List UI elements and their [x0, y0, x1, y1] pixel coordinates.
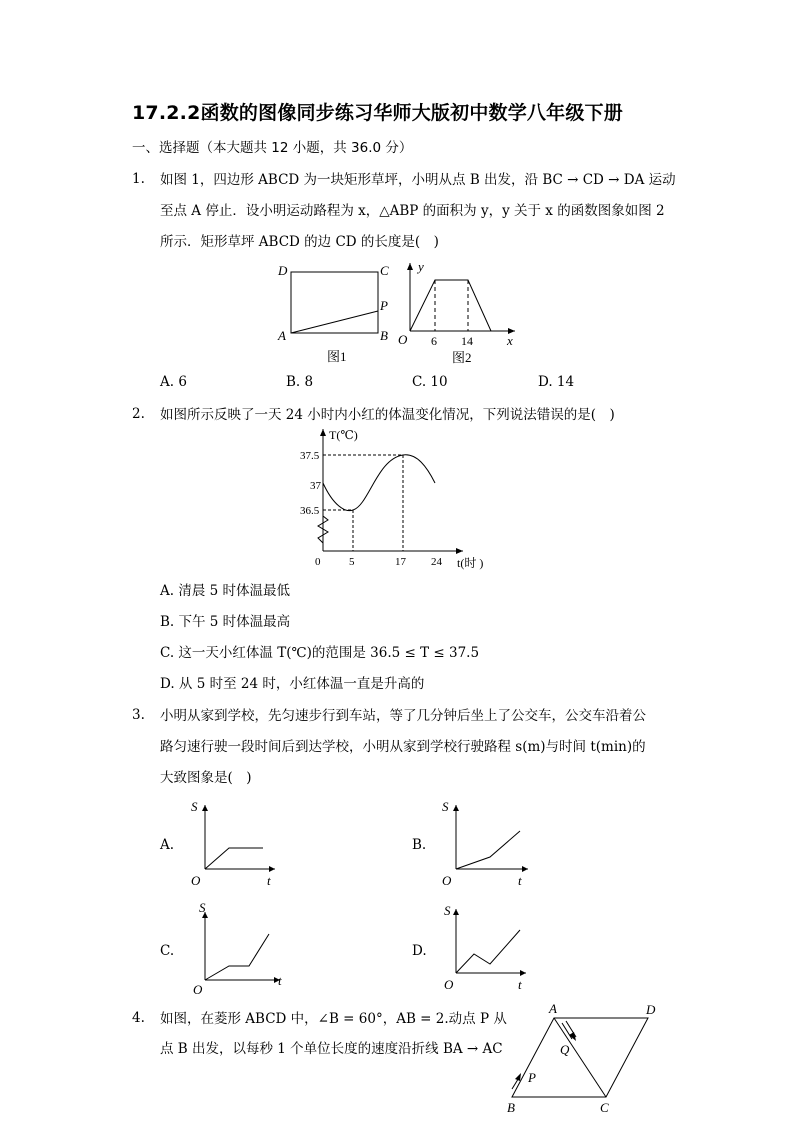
q3-number: 3. [132, 707, 145, 723]
q1-option-d: D. 14 [538, 374, 575, 390]
q2-xtick-5: 5 [349, 556, 355, 568]
q2-option-c: C. 这一天小红体温 T(℃)的范围是 36.5 ≤ T ≤ 37.5 [160, 645, 480, 661]
q4-number: 4. [132, 1010, 145, 1026]
q3-option-a-label: A. [160, 837, 175, 853]
q2-temperature-chart [295, 425, 495, 575]
q1-figure2 [395, 255, 525, 370]
q3c-t: t [278, 973, 282, 988]
fig2-origin: O [398, 332, 408, 347]
fig2-label-x: x [507, 333, 513, 348]
q3-line1: 小明从家到学校，先匀速步行到车站，等了几分钟后坐上了公交车，公交车沿着公 [160, 708, 646, 724]
q2-ytick-37: 37 [310, 480, 321, 492]
q1-option-b: B. 8 [286, 374, 314, 390]
q3b-s: S [442, 799, 449, 814]
q2-xlabel: t(时 ) [457, 556, 484, 570]
q1-line2: 至点 A 停止．设小明运动路程为 x，△ABP 的面积为 y，y 关于 x 的函数图象如图 2 [160, 203, 665, 219]
q2-option-b: B. 下午 5 时体温最高 [160, 614, 291, 630]
fig2-label-y: y [418, 259, 424, 274]
q3-line2: 路匀速行驶一段时间后到达学校，小明从家到学校行驶路程 s(m)与时间 t(min)的 [160, 739, 646, 755]
q3-option-c-label: C. [160, 943, 175, 959]
fig1-label-B: B [380, 328, 388, 343]
q2-option-a: A. 清晨 5 时体温最低 [160, 583, 291, 599]
q3c-s: S [199, 900, 206, 915]
q2-xtick-17: 17 [395, 556, 406, 568]
q3-graph-d [438, 901, 538, 996]
q3-graph-c [185, 898, 295, 998]
q2-xtick-24: 24 [431, 556, 442, 568]
fig1-label-D: D [278, 263, 288, 278]
q3-option-d-label: D. [412, 943, 427, 959]
q3-option-b-label: B. [412, 837, 427, 853]
q3d-o: O [444, 977, 454, 992]
fig2-tick-14: 14 [461, 334, 473, 348]
fig2-caption: 图2 [452, 350, 472, 365]
q4-label-B: B [507, 1100, 515, 1115]
q3b-t: t [518, 873, 522, 888]
q1-line1: 如图 1，四边形 ABCD 为一块矩形草坪，小明从点 B 出发，沿 BC → CD → DA 运动 [160, 172, 676, 188]
q1-figure1 [270, 260, 400, 370]
q2-ylabel: T(℃) [329, 428, 358, 442]
q1-option-c: C. 10 [412, 374, 448, 390]
q3a-s: S [191, 799, 198, 814]
q2-origin: 0 [315, 556, 321, 568]
q2-stem: 如图所示反映了一天 24 小时内小红的体温变化情况，下列说法错误的是( ) [160, 407, 615, 423]
q2-ytick-37-5: 37.5 [300, 450, 320, 462]
q3-graph-a [185, 797, 285, 892]
q4-label-D: D [646, 1002, 656, 1017]
q3d-s: S [444, 903, 451, 918]
q3a-o: O [191, 873, 201, 888]
section-heading: 一、选择题（本大题共 12 小题，共 36.0 分） [132, 140, 413, 156]
q3a-t: t [267, 873, 271, 888]
q2-number: 2. [132, 406, 145, 422]
q4-label-C: C [600, 1100, 609, 1115]
q3d-t: t [518, 977, 522, 992]
fig1-label-C: C [380, 263, 389, 278]
q3b-o: O [442, 873, 452, 888]
fig1-label-A: A [278, 328, 286, 343]
q4-line2: 点 B 出发，以每秒 1 个单位长度的速度沿折线 BA → AC [160, 1041, 503, 1057]
q1-number: 1. [132, 171, 145, 187]
q1-option-a: A. 6 [160, 374, 187, 390]
fig1-label-P: P [380, 298, 388, 313]
q1-line3: 所示．矩形草坪 ABCD 的边 CD 的长度是( ) [160, 234, 439, 250]
q3-line3: 大致图象是( ) [160, 770, 252, 786]
q3c-o: O [193, 982, 203, 997]
q2-ytick-36-5: 36.5 [300, 505, 320, 517]
q4-rhombus-figure [498, 1000, 668, 1118]
q4-label-A: A [549, 1001, 557, 1016]
q4-label-P: P [528, 1070, 536, 1085]
fig1-caption: 图1 [327, 349, 347, 364]
page-title: 17.2.2函数的图像同步练习华师大版初中数学八年级下册 [132, 102, 623, 124]
fig2-tick-6: 6 [431, 334, 437, 348]
q2-option-d: D. 从 5 时至 24 时，小红体温一直是升高的 [160, 676, 425, 692]
q3-graph-b [436, 797, 536, 892]
q4-label-Q: Q [560, 1042, 570, 1057]
q4-line1: 如图，在菱形 ABCD 中，∠B = 60°，AB = 2.动点 P 从 [160, 1011, 507, 1027]
